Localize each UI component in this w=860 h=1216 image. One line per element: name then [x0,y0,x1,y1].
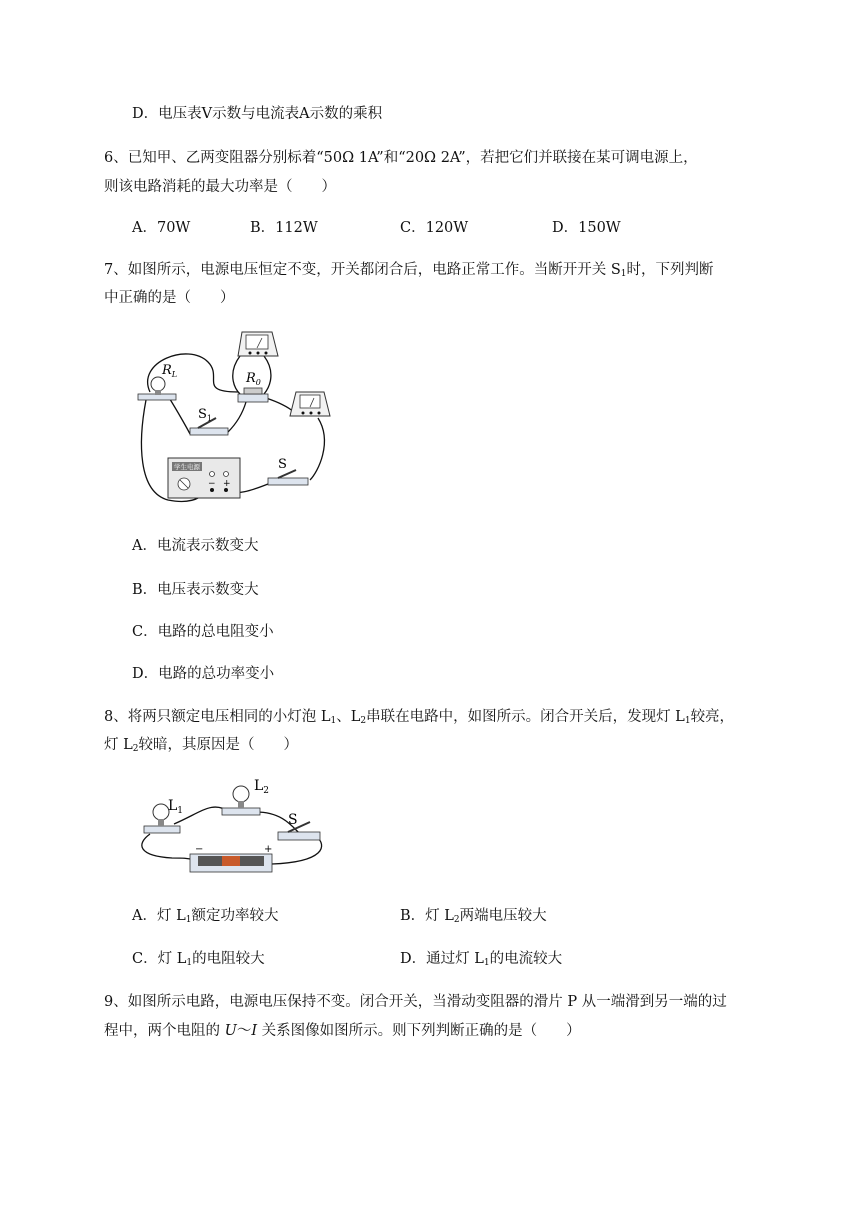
q9-stem-line1: 9、如图所示电路，电源电压保持不变。闭合开关，当滑动变阻器的滑片 P 从一端滑到另一端的过 [104,994,727,1010]
q6-option-a: A．70W [132,220,191,236]
s-label: S [278,457,287,472]
q6-stem-line2: 则该电路消耗的最大功率是（ ） [104,179,336,195]
q7-stem-line1: 7、如图所示，电源电压恒定不变，开关都闭合后，电路正常工作。当断开开关 $S_1$时，下列判断 [104,262,714,279]
bulb-icon [138,377,176,400]
l1-label: $L_1$ [168,798,184,816]
q8-option-a: A．灯 $L_1$额定功率较大 [132,908,279,925]
q7-circuit-figure [128,322,340,510]
q6-option-d: D．150W [552,220,621,236]
battery-icon [190,854,272,872]
q8-option-c: C．灯 $L_1$的电阻较大 [132,951,265,968]
q6-stem-line1: 6、已知甲、乙两变阻器分别标着“50Ω 1A”和“20Ω 2A”，若把它们并联接在某可调电源上， [104,150,698,166]
s-label: S [288,812,298,828]
power-minus-label: − [208,479,216,489]
rl-label: $R_L$ [162,363,178,379]
power-supply-label: 学生电源 [174,463,200,471]
q7-option-c: C．电路的总电阻变小 [132,624,274,640]
q7-option-a: A．电流表示数变大 [132,538,259,554]
switch-s-icon [278,822,320,840]
battery-minus-label: − [195,844,204,855]
q5-option-d: D．电压表V示数与电流表A示数的乘积 [132,106,383,122]
q7-option-b: B．电压表示数变大 [132,582,259,598]
q6-option-b: B．112W [250,220,318,236]
ammeter-icon [238,332,278,356]
battery-plus-label: + [264,844,273,855]
q9-stem-line2: 程中，两个电阻的 U～I 关系图像如图所示。则下列判断正确的是（ ） [104,1023,581,1039]
s1-label: $S_1$ [198,407,212,423]
switch-s-icon [268,470,308,485]
q8-stem-line1: 8、将两只额定电压相同的小灯泡 $L_1$、$L_2$串联在电路中，如图所示。闭合开关后，发现灯 $L_1$较亮， [104,709,735,726]
voltmeter-icon [290,392,330,416]
power-plus-label: + [223,479,231,489]
r0-label: $R_0$ [246,371,261,387]
l2-label: $L_2$ [254,778,270,796]
q8-stem-line2: 灯 $L_2$较暗，其原因是（ ） [104,737,298,754]
q8-circuit-figure [132,772,332,882]
q7-option-d: D．电路的总功率变小 [132,666,275,682]
q6-option-c: C．120W [400,220,469,236]
q8-option-b: B．灯 $L_2$两端电压较大 [400,908,547,925]
resistor-icon [238,388,268,402]
q8-option-d: D．通过灯 $L_1$的电流较大 [400,951,563,968]
q7-stem-line2: 中正确的是（ ） [104,290,235,306]
